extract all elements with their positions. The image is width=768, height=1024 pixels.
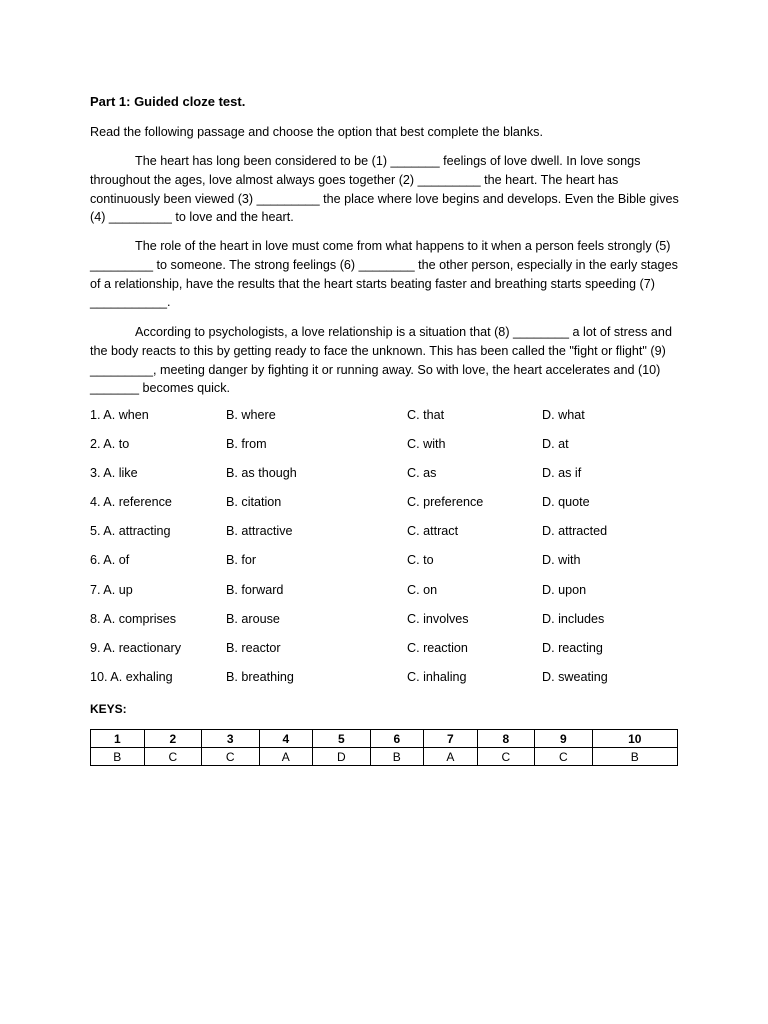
option-a: 5. A. attracting: [90, 524, 171, 539]
option-a: 3. A. like: [90, 466, 138, 481]
passage-text-2: The role of the heart in love must come from what happens to it when a person feels strongly (5) _________ to someone. The strong feelings (6) ________ the other person, especially in the early stages of a relationship, have the results that the heart starts beating faster and breathing starts speeding (7) ___________.: [90, 239, 678, 310]
option-c: C. to: [407, 553, 434, 568]
key-answer: C: [535, 748, 592, 766]
option-row-4: [90, 495, 680, 524]
option-row-7: [90, 583, 680, 612]
option-d: D. upon: [542, 582, 587, 597]
option-b: B. reactor: [226, 640, 281, 655]
option-d: D. attracted: [542, 524, 608, 539]
passage-paragraph-3: [90, 323, 680, 398]
key-answer: B: [91, 748, 145, 766]
option-d: D. sweating: [542, 669, 608, 684]
key-answer: C: [144, 748, 201, 766]
option-d: D. quote: [542, 495, 590, 510]
option-row-5: [90, 524, 680, 553]
option-b: B. citation: [226, 495, 282, 510]
passage-text-1: The heart has long been considered to be (1) _______ feelings of love dwell. In love songs throughout the ages, love almost always goes together (2) _________ the heart. The heart has continuously been viewed (3) _________ the place where love begins and develops. Even the Bible gives (4) _________ to love and the heart.: [90, 154, 679, 225]
option-c: C. attract: [407, 524, 459, 539]
option-b: B. forward: [226, 582, 284, 597]
key-number: 8: [477, 730, 534, 748]
option-b: B. breathing: [226, 669, 294, 684]
option-a: 4. A. reference: [90, 495, 172, 510]
key-answer-row: [91, 748, 678, 766]
option-a: 2. A. to: [90, 437, 130, 452]
option-row-8: [90, 612, 680, 641]
passage-text-3: According to psychologists, a love relationship is a situation that (8) ________ a lot of stress and the body reacts to this by getting ready to face the unknown. This has been called the "fight or flight" (9) _________, meeting danger by fighting it or running away. So with love, the heart accelerates and (10) _______ becomes quick.: [90, 325, 672, 396]
key-answer: C: [477, 748, 534, 766]
answer-key-table: [90, 729, 678, 766]
option-d: D. at: [542, 437, 569, 452]
option-row-6: [90, 553, 680, 582]
key-number: 10: [592, 730, 677, 748]
option-b: B. attractive: [226, 524, 293, 539]
option-b: B. as though: [226, 466, 297, 481]
key-number: 9: [535, 730, 592, 748]
passage-paragraph-2: [90, 237, 680, 312]
option-a: 8. A. comprises: [90, 611, 177, 626]
key-number: 6: [370, 730, 424, 748]
key-number: 4: [259, 730, 313, 748]
answer-options: [90, 408, 680, 699]
key-answer: A: [424, 748, 478, 766]
option-c: C. involves: [407, 611, 469, 626]
option-row-9: [90, 641, 680, 670]
keys-label: KEYS:: [90, 702, 127, 716]
option-a: 10. A. exhaling: [90, 669, 173, 684]
option-b: B. for: [226, 553, 257, 568]
option-a: 7. A. up: [90, 582, 133, 597]
option-d: D. what: [542, 408, 585, 422]
option-d: D. includes: [542, 611, 605, 626]
page-title: Part 1: Guided cloze test.: [90, 94, 246, 109]
passage-paragraph-1: [90, 152, 680, 227]
option-c: C. on: [407, 582, 438, 597]
key-number: 1: [91, 730, 145, 748]
option-c: C. with: [407, 437, 446, 452]
option-c: C. inhaling: [407, 669, 467, 684]
option-row-1: [90, 408, 680, 437]
option-c: C. preference: [407, 495, 484, 510]
option-d: D. reacting: [542, 640, 603, 655]
key-answer: A: [259, 748, 313, 766]
option-c: C. reaction: [407, 640, 468, 655]
key-answer: D: [313, 748, 370, 766]
option-d: D. with: [542, 553, 581, 568]
instructions: Read the following passage and choose the option that best complete the blanks.: [90, 125, 543, 139]
option-b: B. from: [226, 437, 267, 452]
option-d: D. as if: [542, 466, 582, 481]
key-answer: C: [202, 748, 259, 766]
option-row-2: [90, 437, 680, 466]
key-answer: B: [592, 748, 677, 766]
option-row-10: [90, 670, 680, 699]
option-a: 1. A. when: [90, 408, 149, 422]
key-number-row: [91, 730, 678, 748]
option-c: C. that: [407, 408, 445, 422]
option-a: 6. A. of: [90, 553, 130, 568]
option-b: B. where: [226, 408, 276, 422]
key-number: 7: [424, 730, 478, 748]
option-c: C. as: [407, 466, 437, 481]
key-number: 3: [202, 730, 259, 748]
option-a: 9. A. reactionary: [90, 640, 182, 655]
key-number: 5: [313, 730, 370, 748]
option-b: B. arouse: [226, 611, 280, 626]
key-answer: B: [370, 748, 424, 766]
key-number: 2: [144, 730, 201, 748]
option-row-3: [90, 466, 680, 495]
